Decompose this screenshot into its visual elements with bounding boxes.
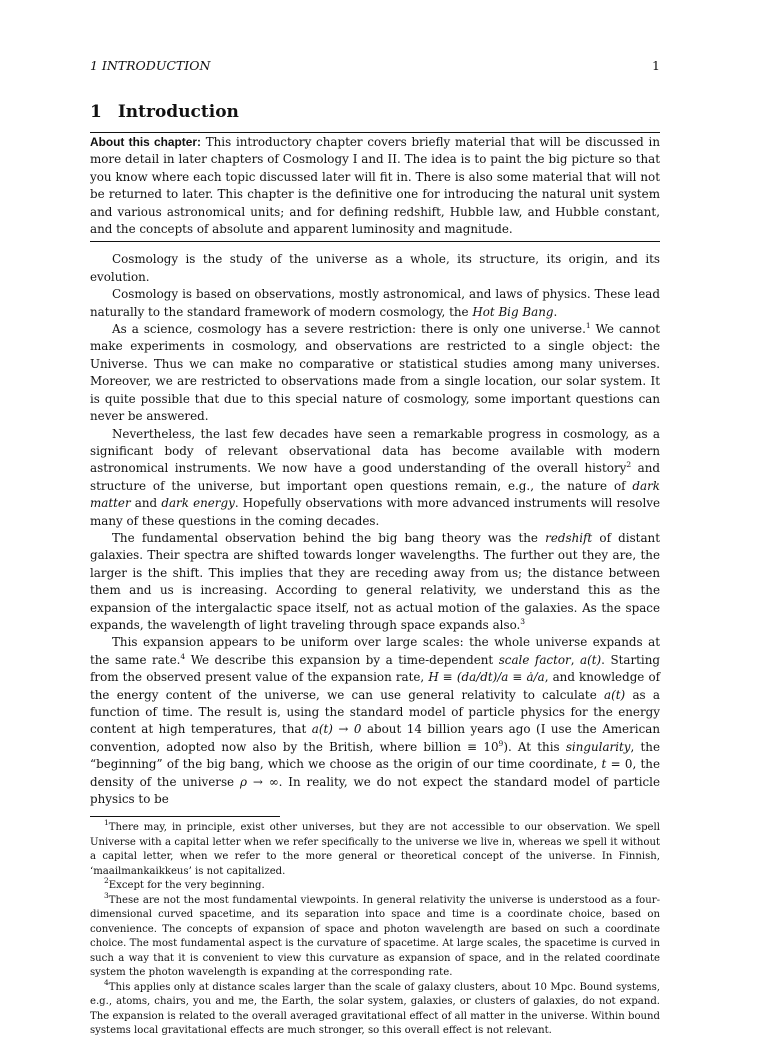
math: a(t) xyxy=(580,652,602,667)
summary-text: This introductory chapter covers briefly material that will be discussed in more detail in later chapters of Cosmology I and II. The idea is to paint the big picture so that you know where each topic discussed later will fit in. There is also some material that will not be returned to later. This chapter is the definitive one for introducing the natural unit system and various astronomical units; and for defining redshift, Hubble law, and Hubble constant, and the concepts of absolute and apparent luminosity and magnitude. xyxy=(90,135,661,237)
document-page xyxy=(90,58,660,1039)
chapter-summary-box xyxy=(90,132,660,242)
math: t xyxy=(601,757,607,772)
paragraph: The fundamental observation behind the big bang theory was the redshift of distant galaxies. Their spectra are shifted towards longer wavelengths. The further out they are, the larger is the shift. This implies that they are receding away from us; the distance between them and us is increasing. According to general relativity, we understand this as the expansion of the intergalactic space itself, not as actual motion of the galaxies. As the space expands, the wavelength of light traveling through space expands also.$^3$ xyxy=(90,530,660,632)
footnote-1: $^1$There may, in principle, exist other universes, but they are not accessible to our observation. We spell Universe with a capital letter when we refer specifically to the universe we live in, whereas we spell it without a capital letter, when we refer to the more general or theoretical concept of the universe. In Finnish, ‘maailmankaikkeus’ is not capitalized. xyxy=(90,818,660,877)
emphasis: dark matter xyxy=(90,478,660,511)
footnote-3: $^3$These are not the most fundamental viewpoints. In general relativity the universe is understood as a four-dimensional curved spacetime, and its separation into space and time is a coordinate choice, based on convenience. The concepts of expansion of space and photon wavelength are based on such a coordinate choice. The most fundamental aspect is the curvature of spacetime. At large scales, the spacetime is curved in such a way that it is convenient to view this curvature as expansion of space, and in the related coordinate system the photon wavelength is expanding at the corresponding rate. xyxy=(90,890,660,979)
footnote-marker-1: 1 xyxy=(585,321,591,331)
paragraph: As a science, cosmology has a severe restriction: there is only one universe.$^1$ We cannot make experiments in cosmology, and observations are restricted to a single object: the Universe. Thus we can make no comparative or statistical studies among many universes. Moreover, we are restricted to observations made from a single location, our solar system. It is quite possible that due to this special nature of cosmology, some important questions can never be answered. xyxy=(90,321,660,424)
emphasis: singularity xyxy=(565,739,631,754)
footnotes xyxy=(90,818,660,1039)
running-header xyxy=(90,58,660,76)
math: a(t) → 0 xyxy=(311,722,362,737)
page-number: 1 xyxy=(652,58,660,73)
math: ρ → ∞ xyxy=(239,774,279,789)
emphasis: dark energy xyxy=(161,496,235,511)
running-header-section: 1 INTRODUCTION xyxy=(90,58,211,73)
emphasis: redshift xyxy=(545,530,593,545)
body-text xyxy=(90,251,660,808)
section-heading xyxy=(90,102,660,122)
emphasis: scale factor xyxy=(498,652,571,667)
paragraph: Cosmology is based on observations, mostly astronomical, and laws of physics. These lead naturally to the standard framework of modern cosmology, the Hot Big Bang. xyxy=(90,287,660,319)
paragraph: Cosmology is the study of the universe as a whole, its structure, its origin, and its evolution. xyxy=(90,252,660,284)
emphasis: Hot Big Bang xyxy=(472,304,554,319)
math: H ≡ (da/dt)/a ≡ ȧ/a xyxy=(428,670,545,685)
paragraph: Nevertheless, the last few decades have seen a remarkable progress in cosmology, as a significant body of relevant observational data has become available with modern astronomical instruments. We now have a good understanding of the overall history$^2$ and structure of the universe, but important open questions remain, e.g., the nature of dark matter and dark energy. Hopefully observations with more advanced instruments will resolve many of these questions in the coming decades. xyxy=(90,426,660,528)
footnote-marker-3: 3 xyxy=(520,616,526,626)
summary-label: About this chapter: xyxy=(90,135,201,149)
section-title: Introduction xyxy=(117,102,239,122)
exponent: 9 xyxy=(498,738,504,748)
footnote-4: $^4$This applies only at distance scales larger than the scale of galaxy clusters, about 10 Mpc. Bound systems, e.g., atoms, chairs, you and me, the Earth, the solar system, galaxies, or clusters of galaxies, do not expand. The expansion is related to the overall averaged gravitational effect of all matter in the universe. Within bound systems local gravitational effects are much stronger, so this overall effect is not relevant. xyxy=(90,977,660,1037)
footnote-marker-4: 4 xyxy=(180,651,186,661)
section-number: 1 xyxy=(90,102,102,122)
math: a(t) xyxy=(604,687,626,702)
footnote-divider xyxy=(90,816,280,817)
paragraph: This expansion appears to be uniform over large scales: the whole universe expands at the same rate.$^4$ We describe this expansion by a time-dependent scale factor, a(t). Starting from the observed present value of the expansion rate, H ≡ (da/dt)/a ≡ ȧ/a, and knowledge of the energy content of the universe, we can use general relativity to calculate a(t) as a function of time. The result is, using the standard model of particle physics for the energy content at high temperatures, that a(t) → 0 about 14 billion years ago (I use the American convention, adopted now also by the British, where billion ≡ $10^9$). At this singularity, the “beginning” of the big bang, which we choose as the origin of our time coordinate, t = 0, the density of the universe ρ → ∞. In reality, we do not expect the standard model of particle physics to be xyxy=(90,635,661,807)
footnote-marker-2: 2 xyxy=(626,460,632,470)
footnote-2: $^2$Except for the very beginning. xyxy=(104,876,265,892)
